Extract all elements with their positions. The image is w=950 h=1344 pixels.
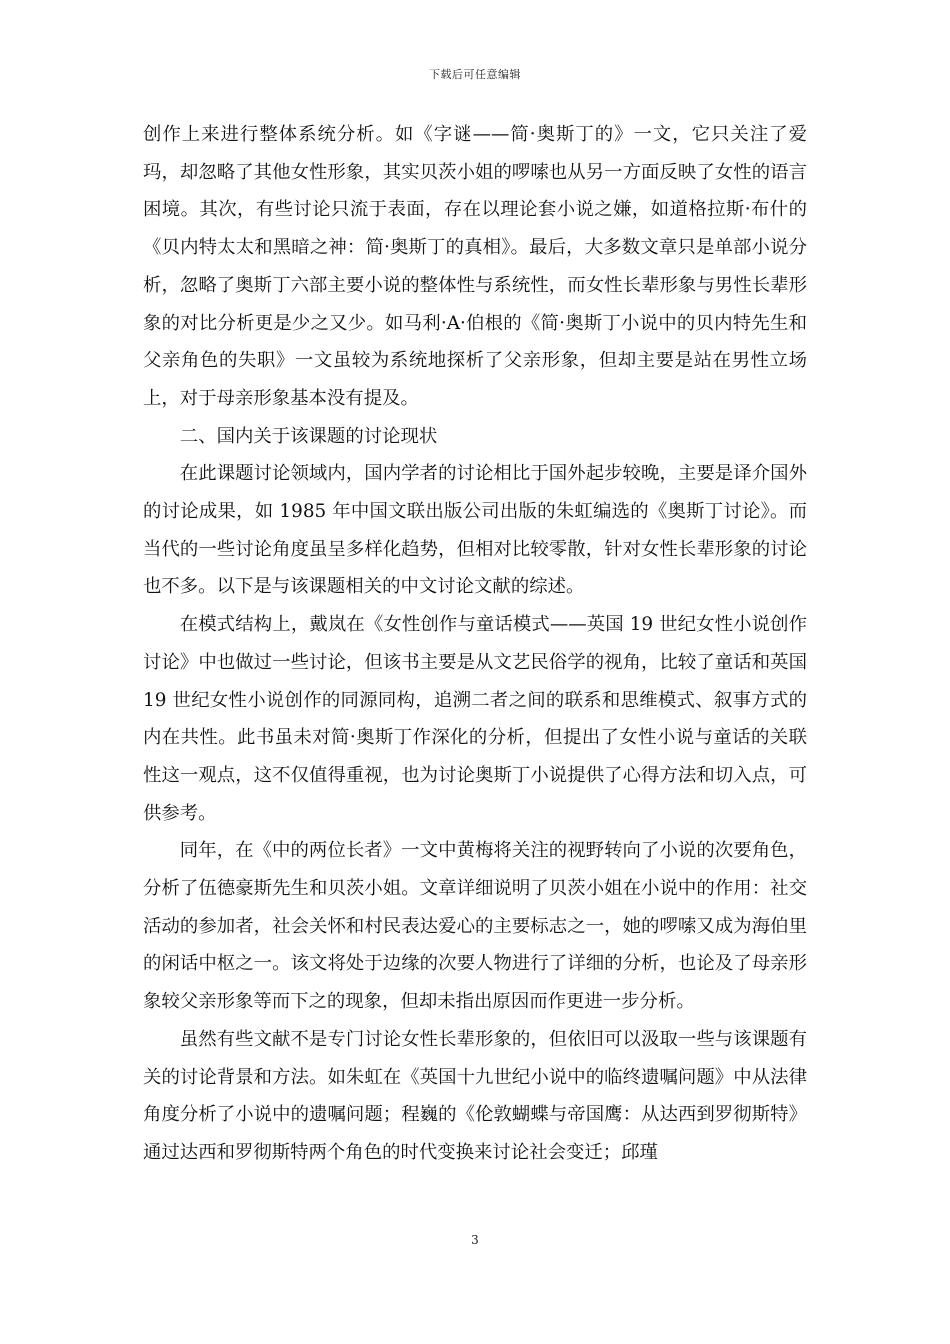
paragraph-continuation: 创作上来进行整体系统分析。如《字谜——简·奥斯丁的》一文，它只关注了爱玛，却忽略了其他女性形象，其实贝茨小姐的啰嗦也从另一方面反映了女性的语言困境。其次，有些讨论只流于表面，存在以理论套小说之嫌，如道格拉斯·布什的《贝内特太太和黑暗之神：简·奥斯丁的真相》。最后，大多数文章只是单部小说分析，忽略了奥斯丁六部主要小说的整体性与系统性，而女性长辈形象与男性长辈形象的对比分析更是少之又少。如马利·A·伯根的《简·奥斯丁小说中的贝内特先生和父亲角色的失职》一文虽较为系统地探析了父亲形象，但却主要是站在男性立场上，对于母亲形象基本没有提及。 — [143, 124, 807, 409]
section-heading: 二、国内关于该课题的讨论现状 — [179, 425, 438, 447]
document-body — [143, 116, 807, 1172]
page-header: 下载后可任意编辑 — [429, 68, 521, 81]
paragraph: 同年，在《中的两位长者》一文中黄梅将关注的视野转向了小说的次要角色，分析了伍德豪斯先生和贝茨小姐。文章详细说明了贝茨小姐在小说中的作用：社交活动的参加者，社会关怀和村民表达爱心的主要标志之一，她的啰嗦又成为海伯里的闲话中枢之一。该文将处于边缘的次要人物进行了详细的分析，也论及了母亲形象较父亲形象等而下之的现象，但却未指出原因而作更进一步分析。 — [143, 840, 807, 1013]
page-number: 3 — [471, 1233, 479, 1247]
paragraph: 虽然有些文献不是专门讨论女性长辈形象的，但依旧可以汲取一些与该课题有关的讨论背景和方法。如朱虹在《英国十九世纪小说中的临终遗嘱问题》中从法律角度分析了小说中的遗嘱问题；程巍的《伦敦蝴蝶与帝国鹰：从达西到罗彻斯特》通过达西和罗彻斯特两个角色的时代变换来讨论社会变迁；邱瑾 — [143, 1028, 807, 1163]
paragraph: 在模式结构上，戴岚在《女性创作与童话模式——英国 19 世纪女性小说创作讨论》中也做过一些讨论，但该书主要是从文艺民俗学的视角，比较了童话和英国 19 世纪女性小说创作的同源同构，追溯二者之间的联系和思维模式、叙事方式的内在共性。此书虽未对简·奥斯丁作深化的分析，但提出了女性小说与童话的关联性这一观点，这不仅值得重视，也为讨论奥斯丁小说提供了心得方法和切入点，可供参考。 — [143, 614, 807, 824]
paragraph: 在此课题讨论领域内，国内学者的讨论相比于国外起步较晚，主要是译介国外的讨论成果，如 1985 年中国文联出版公司出版的朱虹编选的《奥斯丁讨论》。而当代的一些讨论角度虽呈多样化趋势，但相对比较零散，针对女性长辈形象的讨论也不多。以下是与该课题相关的中文讨论文献的综述。 — [143, 463, 807, 598]
